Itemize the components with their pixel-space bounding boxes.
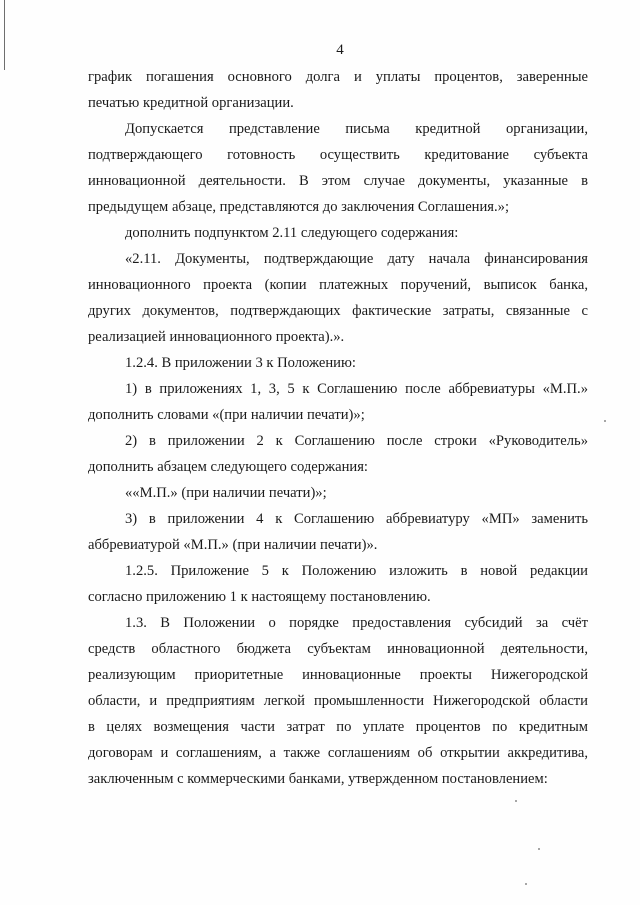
text-line: Допускается представление письма кредитной организации, (125, 121, 588, 137)
text-line: 3) в приложении 4 к Соглашению аббревиатуру «МП» заменить (125, 511, 588, 527)
text-line: дополнить абзацем следующего содержания: (88, 459, 368, 475)
text-line: дополнить словами «(при наличии печати)»; (88, 407, 365, 423)
scan-speck (515, 800, 517, 802)
text-line: средств областного бюджета субъектам инновационной деятельности, (88, 641, 588, 657)
text-line: печатью кредитной организации. (88, 95, 294, 111)
scan-speck (538, 848, 540, 850)
text-line: 2) в приложении 2 к Соглашению после строки «Руководитель» (125, 433, 588, 449)
text-line: ««М.П.» (при наличии печати)»; (125, 485, 327, 501)
text-line: 1.3. В Положении о порядке предоставления субсидий за счёт (125, 615, 588, 631)
text-line: 1) в приложениях 1, 3, 5 к Соглашению после аббревиатуры «М.П.» (125, 381, 588, 397)
page-number: 4 (336, 42, 344, 58)
text-line: подтверждающего готовность осуществить кредитование субъекта (88, 147, 588, 163)
text-line: договорам и соглашениям, а также соглашениям об открытии аккредитива, (88, 745, 588, 761)
text-line: аббревиатурой «М.П.» (при наличии печати)». (88, 537, 378, 553)
scan-speck (604, 420, 606, 422)
text-line: график погашения основного долга и уплаты процентов, заверенные (88, 69, 588, 85)
text-line: «2.11. Документы, подтверждающие дату начала финансирования (125, 251, 588, 267)
text-line: инновационной деятельности. В этом случае документы, указанные в (88, 173, 588, 189)
scan-speck (525, 883, 527, 885)
text-line: инновационного проекта (копии платежных поручений, выписок банка, (88, 277, 588, 293)
text-line: других документов, подтверждающих фактические затраты, связанные с (88, 303, 588, 319)
text-line: заключенным с коммерческими банками, утвержденном постановлением: (88, 771, 548, 787)
scan-edge-mark (4, 0, 5, 70)
text-line: области, и предприятиям легкой промышленности Нижегородской области (88, 693, 588, 709)
text-line: предыдущем абзаце, представляются до заключения Соглашения.»; (88, 199, 510, 215)
text-line: дополнить подпунктом 2.11 следующего содержания: (125, 225, 459, 241)
text-line: реализацией инновационного проекта).». (88, 329, 345, 345)
text-line: реализующим приоритетные инновационные проекты Нижегородской (88, 667, 588, 683)
text-line: в целях возмещения части затрат по уплате процентов по кредитным (88, 719, 588, 735)
text-line: 1.2.5. Приложение 5 к Положению изложить в новой редакции (125, 563, 588, 579)
text-line: 1.2.4. В приложении 3 к Положению: (125, 355, 356, 371)
text-line: согласно приложению 1 к настоящему постановлению. (88, 589, 431, 605)
